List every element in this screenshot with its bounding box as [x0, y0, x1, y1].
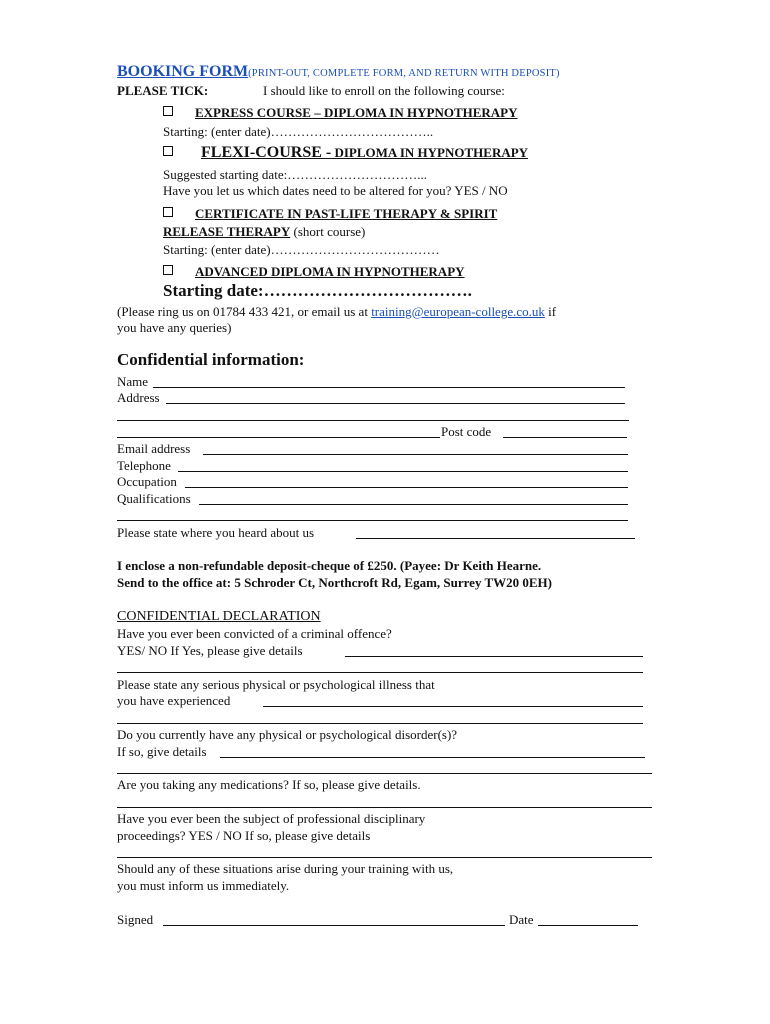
flexi-course-checkbox[interactable]	[163, 146, 173, 156]
disciplinary-field[interactable]	[117, 857, 652, 858]
address-field[interactable]	[166, 403, 625, 404]
email-label: Email address	[117, 441, 191, 456]
deposit-line-2: Send to the office at: 5 Schroder Ct, Northcroft Rd, Egam, Surrey TW20 0EH)	[117, 575, 552, 590]
criminal-details-field[interactable]	[345, 656, 643, 657]
postcode-field[interactable]	[503, 437, 627, 438]
contact-text: (Please ring us on 01784 433 421, or email us at	[117, 304, 372, 319]
disciplinary-question-2: proceedings? YES / NO If so, please give details	[117, 828, 371, 843]
email-field[interactable]	[203, 454, 628, 455]
pastlife-course-label-line2: RELEASE THERAPY	[163, 224, 291, 239]
flexi-suggested-date[interactable]: Suggested starting date:…………………………...	[163, 167, 427, 182]
flexi-course-label-rest: DIPLOMA IN HYPNOTHERAPY	[331, 145, 529, 160]
signature-field[interactable]	[163, 925, 505, 926]
pastlife-course-label: CERTIFICATE IN PAST-LIFE THERAPY & SPIRIT	[195, 206, 498, 221]
express-course-checkbox[interactable]	[163, 106, 173, 116]
form-header	[117, 64, 560, 82]
occupation-field[interactable]	[185, 487, 628, 488]
name-label: Name	[117, 374, 149, 389]
flexi-course-label: FLEXI-COURSE -	[201, 144, 332, 161]
pastlife-course-label-2	[163, 224, 365, 240]
contact-post: if	[544, 304, 557, 319]
advanced-course-label: ADVANCED DIPLOMA IN HYPNOTHERAPY	[195, 264, 465, 279]
occupation-label: Occupation	[117, 474, 177, 489]
criminal-details-field-line-2[interactable]	[117, 672, 643, 673]
express-course-option[interactable]	[163, 105, 518, 121]
illness-question-2: you have experienced	[117, 693, 231, 708]
illness-field-line-2[interactable]	[117, 723, 643, 724]
qualifications-field[interactable]	[199, 504, 628, 505]
advanced-start-date[interactable]: Starting date:……………………………….	[163, 281, 472, 300]
telephone-label: Telephone	[117, 458, 171, 473]
heard-about-field[interactable]	[356, 538, 635, 539]
address-field-line-3[interactable]	[117, 437, 440, 438]
name-field[interactable]	[153, 387, 625, 388]
disorder-field-line-2[interactable]	[117, 773, 652, 774]
advanced-course-checkbox[interactable]	[163, 265, 173, 275]
flexi-course-option[interactable]	[163, 145, 528, 161]
telephone-field[interactable]	[178, 471, 628, 472]
illness-question: Please state any serious physical or psychological illness that	[117, 677, 435, 692]
pastlife-start-date[interactable]: Starting: (enter date)…………………………………	[163, 242, 440, 257]
date-label: Date	[509, 912, 534, 927]
heard-about-label: Please state where you heard about us	[117, 525, 315, 540]
express-course-label: EXPRESS COURSE – DIPLOMA IN HYPNOTHERAPY	[195, 105, 518, 120]
disorder-field[interactable]	[220, 757, 645, 758]
criminal-question: Have you ever been convicted of a criminal offence?	[117, 626, 392, 641]
declaration-heading: CONFIDENTIAL DECLARATION	[117, 609, 321, 624]
please-tick-label: PLEASE TICK:	[117, 83, 209, 98]
criminal-details-label: YES/ NO If Yes, please give details	[117, 643, 303, 658]
address-field-line-2[interactable]	[117, 420, 629, 421]
disciplinary-question: Have you ever been the subject of professional disciplinary	[117, 811, 426, 826]
date-field[interactable]	[538, 925, 638, 926]
address-label: Address	[117, 390, 160, 405]
pastlife-course-checkbox[interactable]	[163, 207, 173, 217]
qualifications-field-line-2[interactable]	[117, 520, 628, 521]
medications-field[interactable]	[117, 807, 652, 808]
form-title-note: (PRINT-OUT, COMPLETE FORM, AND RETURN WITH DEPOSIT)	[248, 68, 560, 79]
inform-note-2: you must inform us immediately.	[117, 878, 290, 893]
deposit-line-1: I enclose a non-refundable deposit-cheque of £250. (Payee: Dr Keith Hearne.	[117, 558, 542, 573]
express-start-date[interactable]: Starting: (enter date)………………………………..	[163, 124, 434, 139]
disorder-details-label: If so, give details	[117, 744, 207, 759]
contact-line-2: you have any queries)	[117, 320, 232, 335]
pastlife-course-option[interactable]	[163, 206, 497, 222]
signed-label: Signed	[117, 912, 154, 927]
qualifications-label: Qualifications	[117, 491, 191, 506]
inform-note-1: Should any of these situations arise during your training with us,	[117, 861, 454, 876]
disorder-question: Do you currently have any physical or psychological disorder(s)?	[117, 727, 458, 742]
pastlife-course-note: (short course)	[290, 224, 366, 239]
contact-line	[117, 304, 556, 320]
illness-field[interactable]	[263, 706, 643, 707]
form-title: BOOKING FORM	[117, 63, 249, 80]
email-link[interactable]: training@european-college.co.uk	[371, 304, 545, 319]
advanced-course-option[interactable]	[163, 264, 465, 280]
flexi-alter-question: Have you let us which dates need to be altered for you? YES / NO	[163, 183, 508, 198]
postcode-label: Post code	[441, 424, 492, 439]
medications-question: Are you taking any medications? If so, please give details.	[117, 777, 421, 792]
confidential-info-heading: Confidential information:	[117, 350, 305, 369]
enroll-text: I should like to enroll on the following course:	[263, 83, 505, 98]
